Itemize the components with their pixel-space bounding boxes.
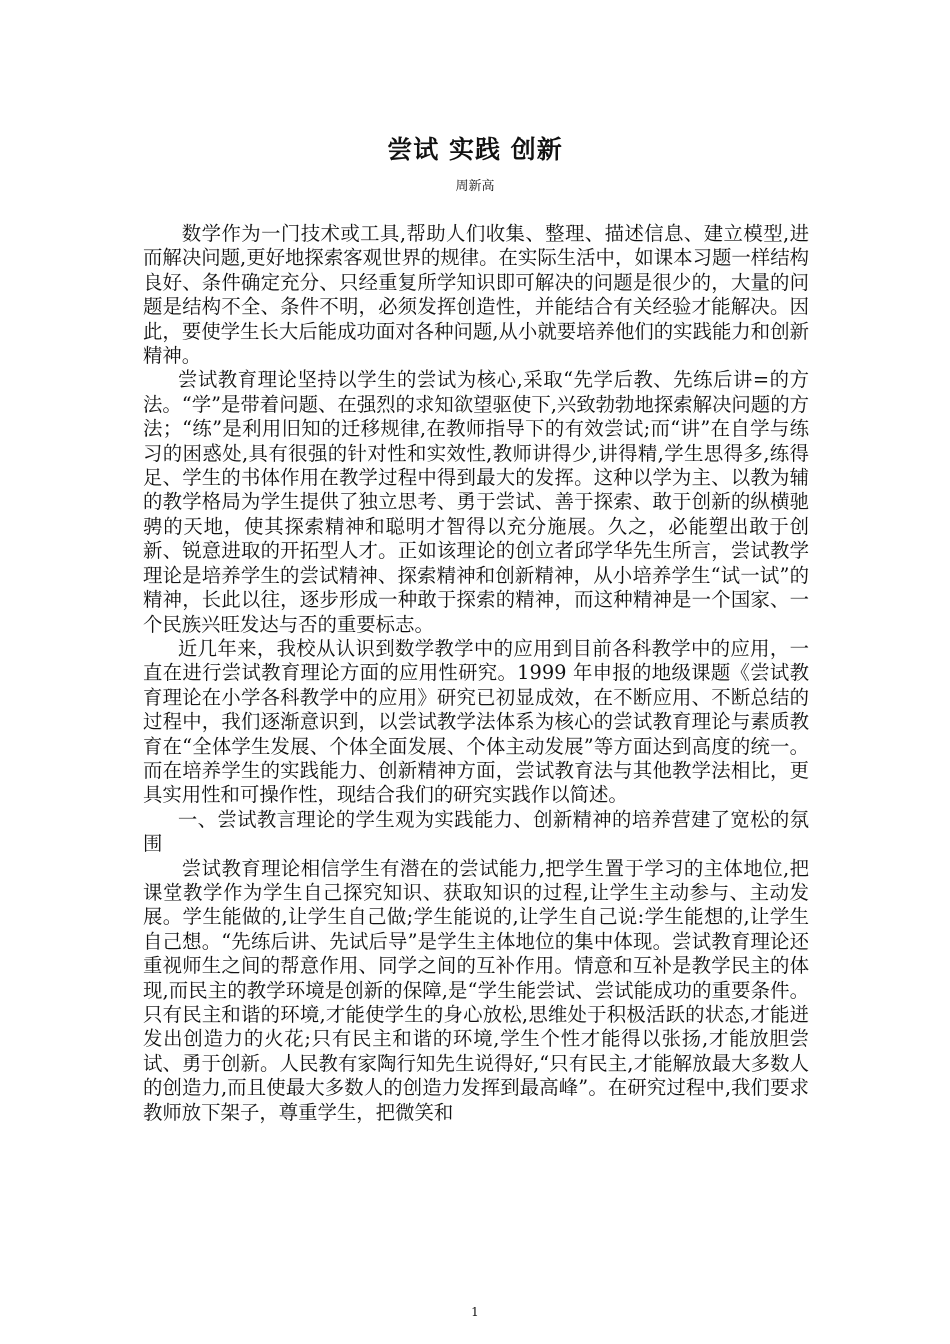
paragraph: 尝试教育理论坚持以学生的尝试为核心,采取“先学后教、先练后讲=的方法。“学”是带着问题、在强烈的求知欲望驱使下,兴致勃勃地探索解决问题的方法；“练”是利用旧知的迁移规律,在教师指导下的有效尝试;而“讲”在自学与练习的困惑处,具有很强的针对性和实效性,教师讲得少,讲得精,学生思得多,练得足、学生的书体作用在教学过程中得到最大的发挥。这种以学为主、以教为辅的教学格局为学生提供了独立思考、勇于尝试、善于探索、敢于创新的纵横驰骋的天地，使其探索精神和聪明才智得以充分施展。久之，必能塑出敢于创新、锐意进取的开拓型人才。正如该理论的创立者邱学华先生所言，尝试教学理论是培养学生的尝试精神、探索精神和创新精神，从小培养学生“试一试”的精神，长此以往，逐步形成一种敢于探索的精神，而这种精神是一个国家、一个民族兴旺发达与否的重要标志。 [143, 368, 809, 636]
page-title: 尝试 实践 创新 [387, 135, 563, 164]
paragraph: 数学作为一门技术或工具,帮助人们收集、整理、描述信息、建立模型,进而解决问题,更好地探索客观世界的规律。在实际生活中，如课本习题一样结构良好、条件确定充分、只经重复所学知识即可解决的问题是很少的，大量的问题是结构不全、条件不明，必须发挥创造性，并能结合有关经验才能解决。因此，要使学生长大后能成功面对各种问题,从小就要培养他们的实践能力和创新精神。 [143, 222, 809, 368]
page-number: 1 [471, 1305, 479, 1319]
paragraph: 尝试教育理论相信学生有潜在的尝试能力,把学生置于学习的主体地位,把课堂教学作为学生自己探究知识、获取知识的过程,让学生主动参与、主动发展。学生能做的,让学生自己做;学生能说的,让学生自己说:学生能想的,让学生自己想。“先练后讲、先试后导”是学生主体地位的集中体现。尝试教育理论还重视师生之间的帮意作用、同学之间的互补作用。情意和互补是教学民主的体现,而民主的教学环境是创新的保障,是“学生能尝试、尝试能成功的重要条件。只有民主和谐的环境,才能使学生的身心放松,思维处于积极活跃的状态,才能迸发出创造力的火花;只有民主和谐的环境,学生个性才能得以张扬,才能放胆尝试、勇于创新。人民教有家陶行知先生说得好,“只有民主,才能解放最大多数人的创造力,而且使最大多数人的创造力发挥到最高峰”。在研究过程中,我们要求教师放下架子，尊重学生，把微笑和 [143, 856, 809, 1124]
body-text [143, 222, 809, 1125]
section-heading: 一、尝试教言理论的学生观为实践能力、创新精神的培养营建了宽松的氛围 [143, 807, 809, 856]
paragraph: 近几年来，我校从认识到数学教学中的应用到目前各科教学中的应用，一直在进行尝试教育理论方面的应用性研究。1999 年申报的地级课题《尝试教育理论在小学各科教学中的应用》研究已初显成效，在不断应用、不断总结的过程中，我们逐渐意识到，以尝试教学法体系为核心的尝试教育理论与素质教育在“全体学生发展、个体全面发展、个体主动发展”等方面达到高度的统一。而在培养学生的实践能力、创新精神方面，尝试教育法与其他教学法相比，更具实用性和可操作性，现结合我们的研究实践作以简述。 [143, 636, 809, 807]
author-name: 周新高 [455, 179, 495, 194]
